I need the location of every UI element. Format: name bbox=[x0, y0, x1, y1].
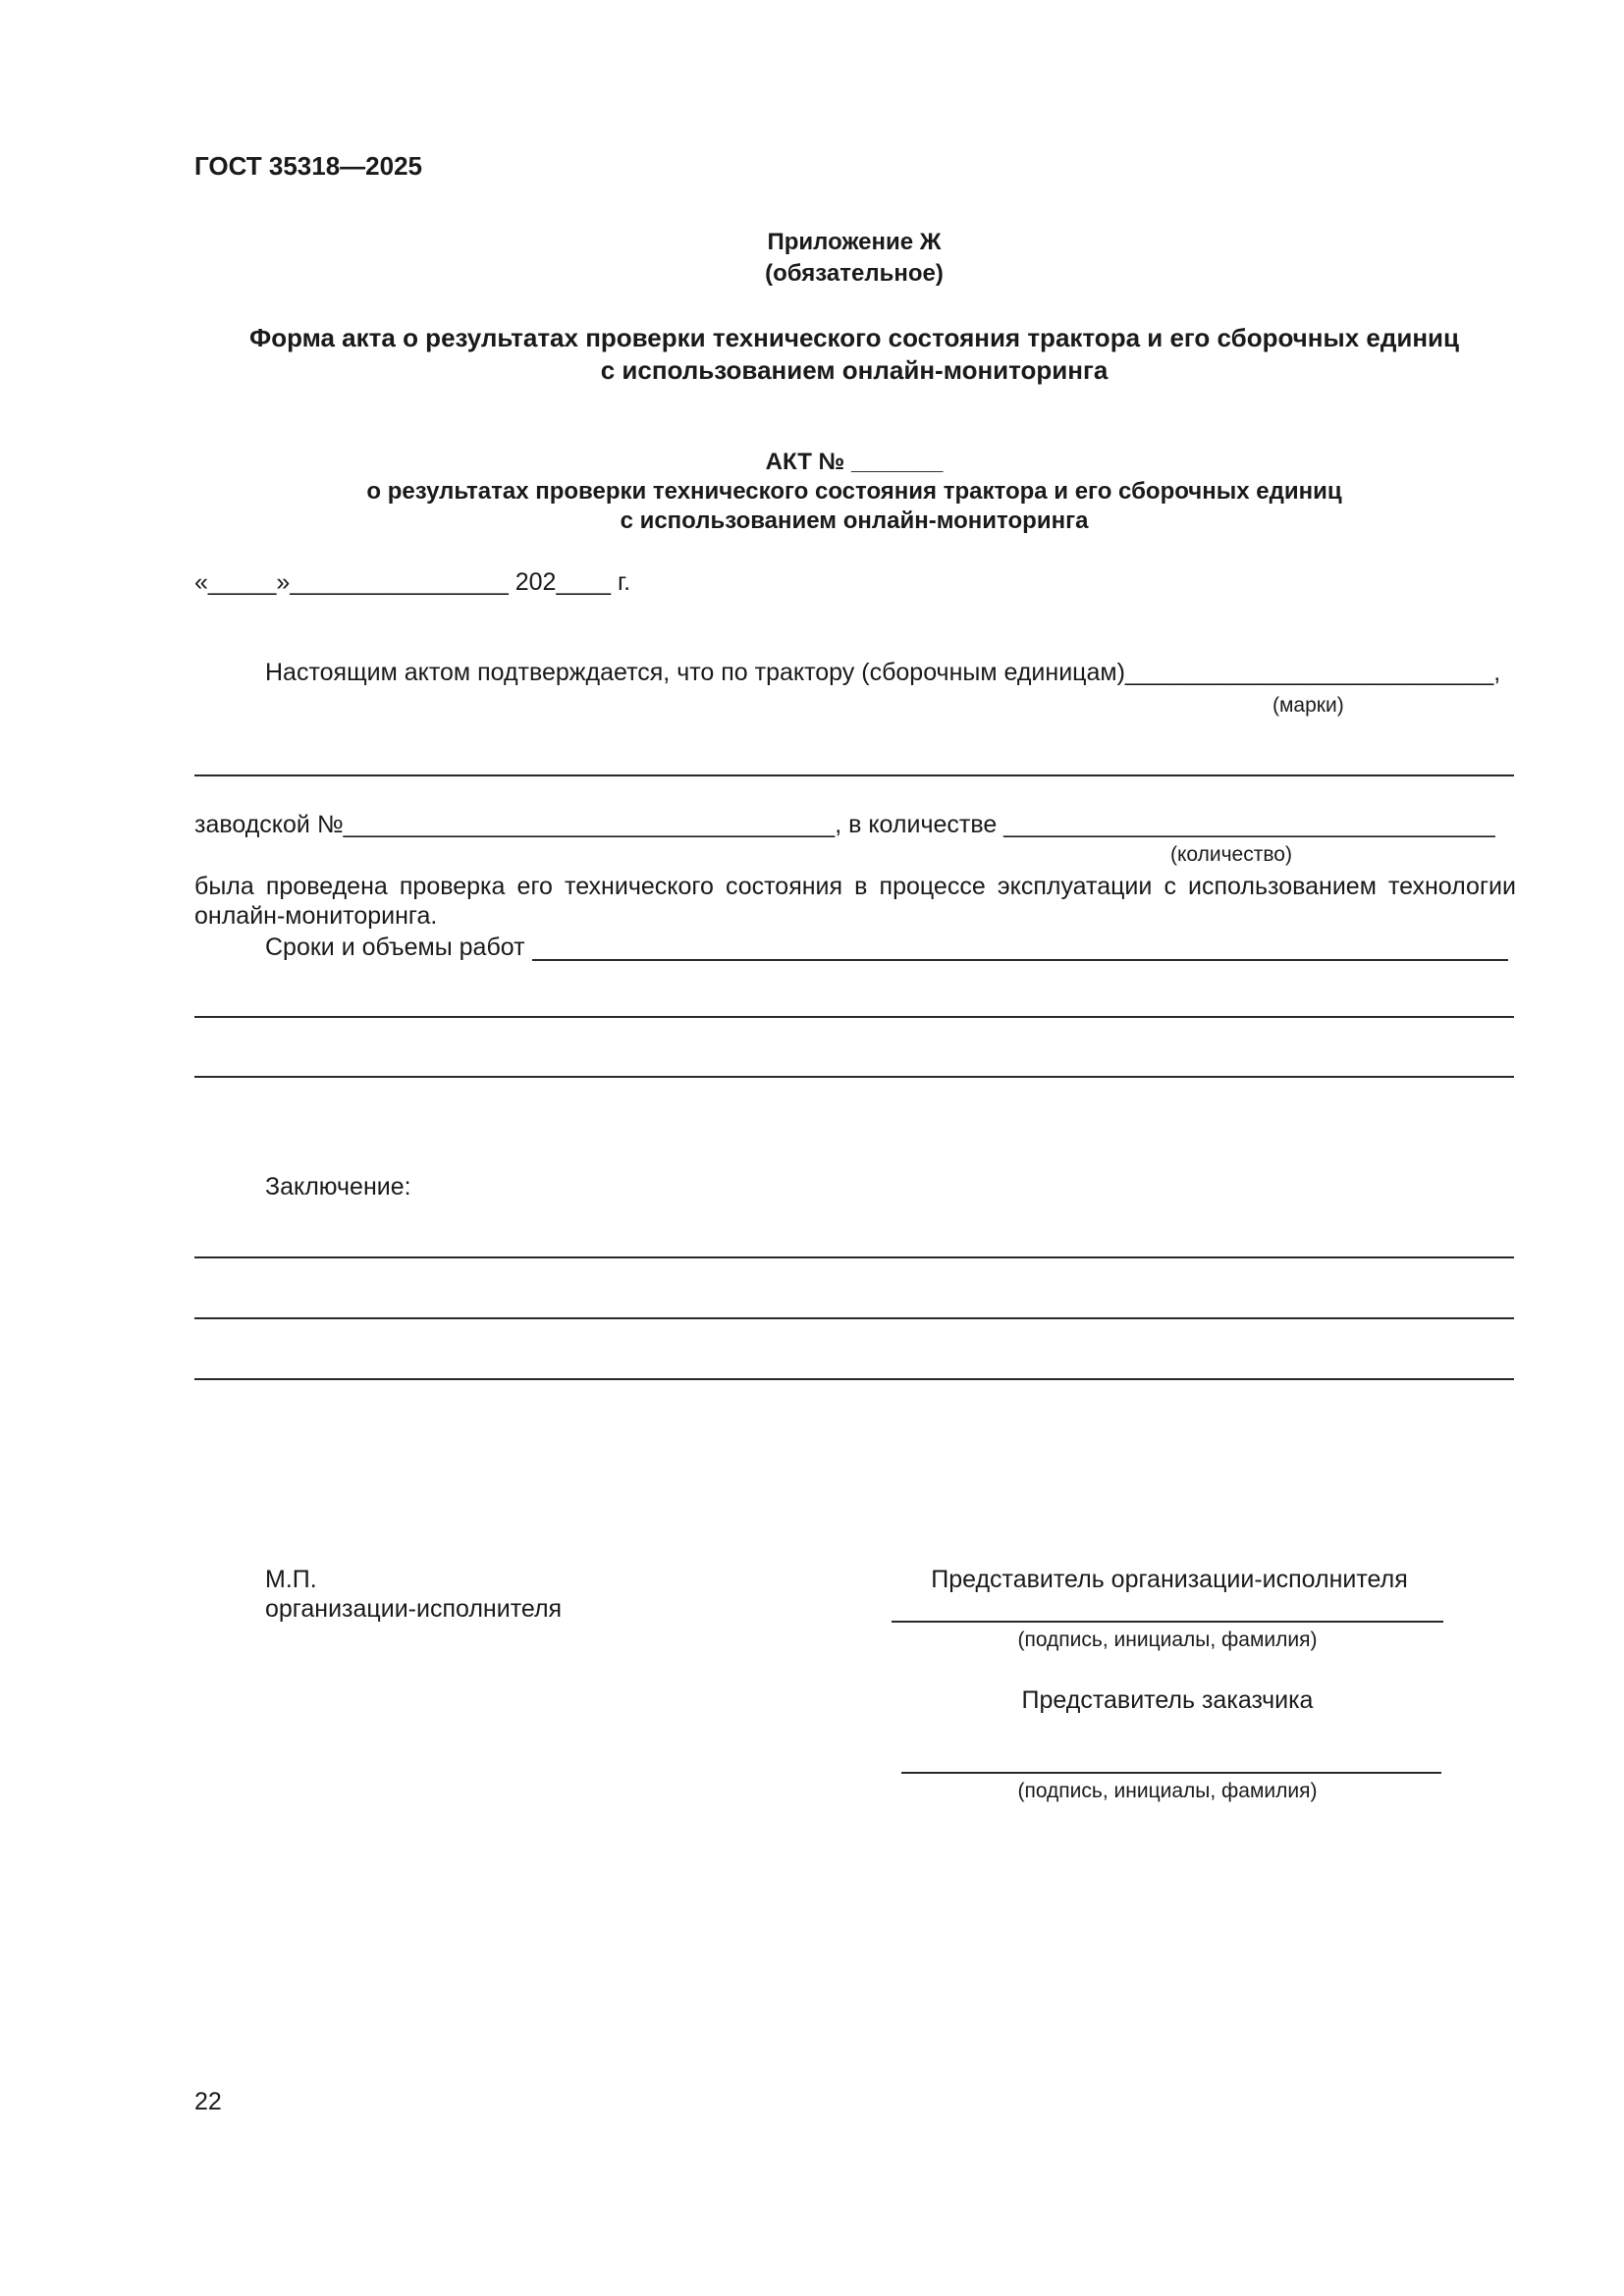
stamp-organization: организации-исполнителя bbox=[265, 1595, 563, 1623]
conclusion-line-2 bbox=[194, 1317, 1514, 1319]
conclusion-line-1 bbox=[194, 1256, 1514, 1258]
terms-line bbox=[532, 959, 1508, 961]
act-subtitle-line2: с использованием онлайн-мониторинга bbox=[620, 507, 1089, 534]
stamp-label: М.П. bbox=[265, 1566, 317, 1593]
page-number: 22 bbox=[194, 2088, 222, 2115]
act-subtitle-line1: о результатах проверки технического состояния трактора и его сборочных единиц bbox=[366, 478, 1342, 505]
customer-title: Представитель заказчика bbox=[1021, 1686, 1314, 1714]
brand-caption: (марки) bbox=[1272, 694, 1344, 717]
quantity-caption: (количество) bbox=[1170, 843, 1292, 866]
terms-continuation-line-1 bbox=[194, 1016, 1514, 1018]
terms-continuation-line-2 bbox=[194, 1076, 1514, 1078]
appendix-title: Приложение Ж bbox=[767, 229, 942, 255]
executor-title: Представитель организации-исполнителя bbox=[931, 1566, 1408, 1593]
check-text-line2: онлайн-мониторинга. bbox=[194, 902, 438, 930]
act-date-line: «_____»________________ 202____ г. bbox=[194, 568, 631, 596]
standard-header: ГОСТ 35318—2025 bbox=[194, 151, 422, 181]
executor-signature-line bbox=[892, 1621, 1443, 1623]
executor-caption: (подпись, инициалы, фамилия) bbox=[1017, 1629, 1318, 1651]
serial-quantity-text: заводской №____________________________________, в количестве ____________________________________ bbox=[194, 811, 1495, 838]
conclusion-line-3 bbox=[194, 1378, 1514, 1380]
check-text-line1: была проведена проверка его технического состояния в процессе эксплуатации с использованием технологии bbox=[194, 873, 1516, 900]
customer-signature-line bbox=[901, 1772, 1441, 1774]
form-title-line1: Форма акта о результатах проверки технического состояния трактора и его сборочных единиц bbox=[249, 323, 1459, 352]
appendix-status: (обязательное) bbox=[765, 260, 944, 287]
confirm-text: Настоящим актом подтверждается, что по трактору (сборочным единицам)___________________________, bbox=[265, 659, 1501, 686]
terms-label: Сроки и объемы работ bbox=[265, 934, 525, 961]
act-number: АКТ № _______ bbox=[765, 449, 944, 475]
customer-caption: (подпись, инициалы, фамилия) bbox=[1017, 1780, 1318, 1802]
brand-continuation-line bbox=[194, 774, 1514, 776]
conclusion-label: Заключение: bbox=[265, 1173, 411, 1201]
form-title-line2: с использованием онлайн-мониторинга bbox=[600, 355, 1109, 385]
